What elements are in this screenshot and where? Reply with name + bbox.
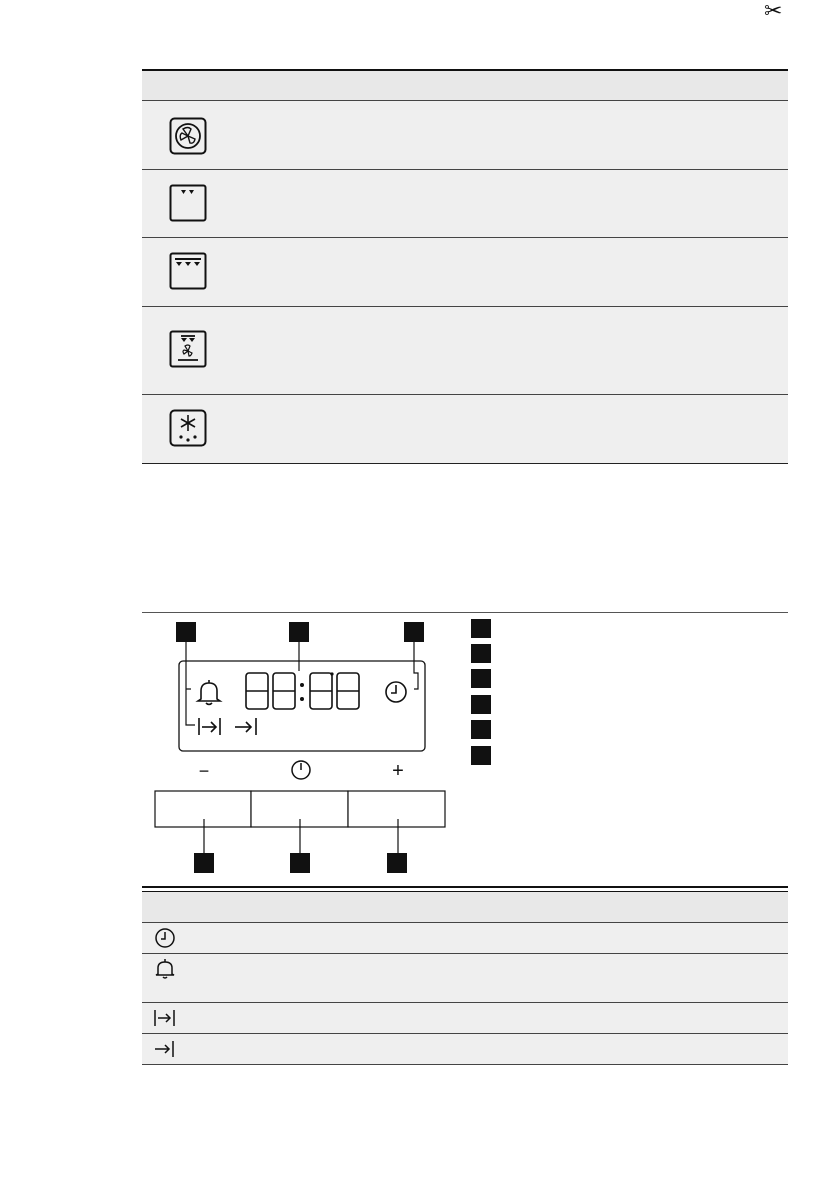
legend-marker <box>471 695 491 714</box>
bell-icon <box>198 680 220 705</box>
segment-readout <box>246 673 359 709</box>
legend-marker <box>471 746 491 765</box>
plus-label: + <box>392 760 404 782</box>
table-row <box>142 954 788 1003</box>
defrost-icon <box>169 409 207 447</box>
table-row <box>142 923 788 954</box>
fan-icon <box>169 117 207 155</box>
table-header <box>142 71 788 101</box>
display-frame <box>179 661 425 751</box>
clock-functions-table <box>142 886 788 1065</box>
table-header <box>142 891 788 923</box>
clock-icon <box>386 682 406 702</box>
power-icon <box>292 761 310 779</box>
legend-marker <box>471 619 491 638</box>
end-time-icon <box>153 1038 177 1060</box>
bell-icon <box>153 958 177 980</box>
oven-functions-table <box>142 69 788 464</box>
grill-icon <box>169 252 207 290</box>
scissors-icon: ✂ <box>764 0 783 23</box>
minus-button[interactable] <box>155 791 251 827</box>
callout-marker <box>176 622 196 642</box>
legend-marker <box>471 720 491 739</box>
duration-icon <box>199 718 220 735</box>
top-heat-icon <box>169 184 207 222</box>
table-row <box>142 101 788 170</box>
table-row <box>142 395 788 464</box>
display-diagram <box>142 612 788 885</box>
clock-icon <box>153 927 177 949</box>
callout-marker <box>387 853 407 873</box>
legend-marker <box>471 644 491 663</box>
table-row <box>142 170 788 238</box>
plus-button[interactable] <box>348 791 445 827</box>
duration-icon <box>153 1007 177 1029</box>
table-row <box>142 238 788 307</box>
table-row <box>142 307 788 395</box>
callout-marker <box>289 622 309 642</box>
table-row <box>142 1003 788 1034</box>
minus-label: − <box>198 761 210 781</box>
callout-marker <box>290 853 310 873</box>
end-time-icon <box>235 718 256 735</box>
legend-marker <box>471 669 491 688</box>
fan-grill-icon <box>169 330 207 368</box>
callout-marker <box>194 853 214 873</box>
table-row <box>142 1034 788 1065</box>
callout-marker <box>404 622 424 642</box>
